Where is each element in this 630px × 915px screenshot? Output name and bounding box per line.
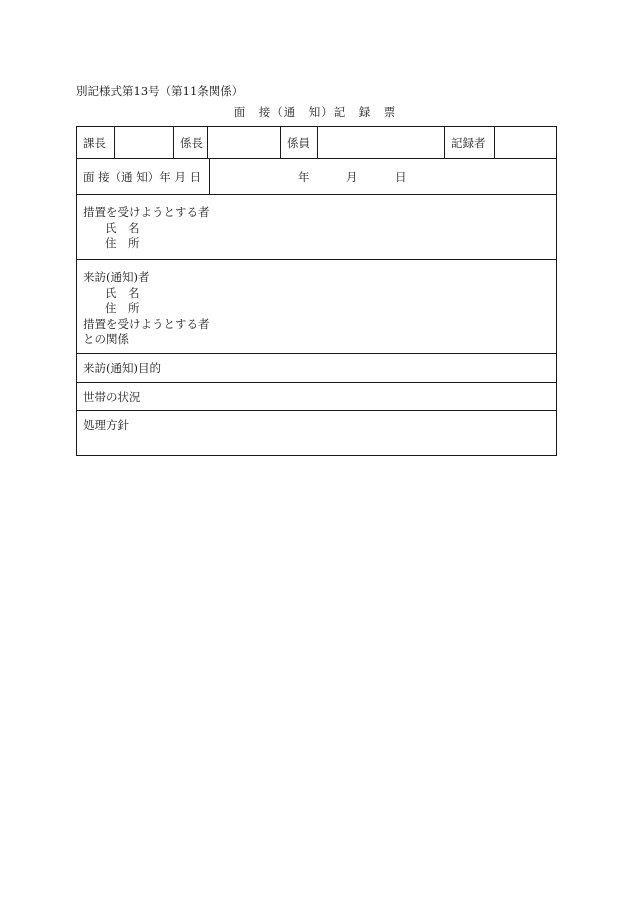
interview-date-label: 面 接（通 知）年 月 日 <box>83 169 202 184</box>
household-section[interactable] <box>77 382 556 410</box>
subsection-chief-stamp-box[interactable] <box>207 127 280 158</box>
purpose-section[interactable] <box>77 353 556 382</box>
visitor-relation-label-line1: 措置を受けようとする者 <box>83 316 210 331</box>
recorder-label: 記録者 <box>444 127 494 158</box>
purpose-label: 来訪(通知)目的 <box>83 361 161 375</box>
interview-date-field[interactable] <box>209 159 556 194</box>
staff-label: 係員 <box>280 127 317 158</box>
day-label: 日 <box>395 169 407 184</box>
approval-row <box>77 127 556 158</box>
applicant-section[interactable] <box>77 194 556 259</box>
section-chief-stamp-box[interactable] <box>114 127 173 158</box>
visitor-address-label: 住 所 <box>105 301 140 315</box>
visitor-relation-label-line2: との関係 <box>83 332 129 346</box>
visitor-name-label: 氏 名 <box>105 285 140 300</box>
form-number: 別記様式第13号（第11条関係） <box>76 84 244 98</box>
visitor-heading: 来訪(通知)者 <box>83 270 150 284</box>
visitor-section[interactable] <box>77 259 556 353</box>
policy-label: 処理方針 <box>83 418 129 432</box>
applicant-heading: 措置を受けようとする者 <box>83 205 210 219</box>
section-chief-label: 課長 <box>83 135 106 150</box>
subsection-chief-label: 係長 <box>173 127 207 158</box>
year-label: 年 <box>298 169 310 184</box>
interview-date-row <box>77 158 556 194</box>
household-label: 世帯の状況 <box>83 390 141 404</box>
record-form-table <box>76 126 557 456</box>
applicant-address-label: 住 所 <box>105 236 140 250</box>
form-title: 面 接（通 知）記 録 票 <box>233 105 397 119</box>
policy-section[interactable] <box>77 410 556 455</box>
recorder-stamp-box[interactable] <box>494 127 556 158</box>
applicant-name-label: 氏 名 <box>105 220 140 235</box>
staff-stamp-box[interactable] <box>317 127 444 158</box>
month-label: 月 <box>346 169 358 184</box>
